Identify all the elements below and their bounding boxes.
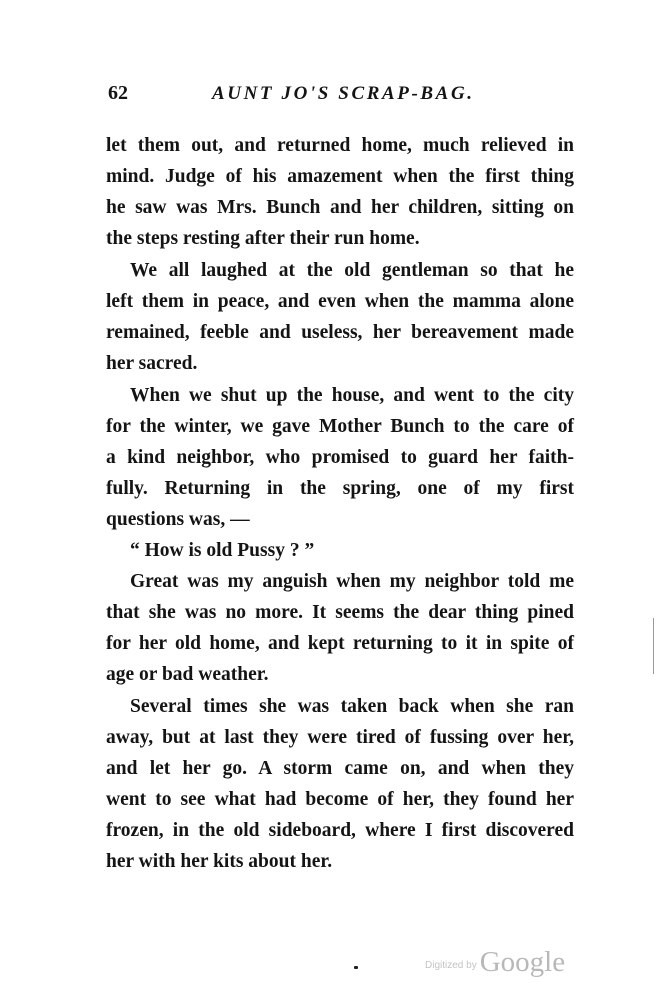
margin-rule: [653, 618, 654, 674]
paragraph-start-line: Great was my anguish when my neighbor told me: [130, 571, 574, 592]
text-line: mind. Judge of his amazement when the first thing: [106, 166, 574, 187]
text-line: frozen, in the old sideboard, where I first discovered: [106, 820, 574, 841]
ink-speck: [354, 966, 358, 969]
paragraph-start-line: We all laughed at the old gentleman so that he: [130, 260, 574, 281]
text-line: for her old home, and kept returning to it in spite of: [106, 633, 574, 654]
paragraph-start-line: When we shut up the house, and went to the city: [130, 385, 574, 406]
body-text: [106, 130, 574, 877]
text-line: her sacred.: [106, 353, 198, 374]
running-title: AUNT JO'S SCRAP-BAG.: [212, 83, 475, 104]
text-line: and let her go. A storm came on, and when they: [106, 758, 574, 779]
text-line: away, but at last they were tired of fussing over her,: [106, 727, 574, 748]
text-line: fully. Returning in the spring, one of my first: [106, 478, 574, 499]
text-line: for the winter, we gave Mother Bunch to the care of: [106, 416, 574, 437]
dialogue-line: “ How is old Pussy ? ”: [130, 540, 315, 561]
paragraph-start-line: Several times she was taken back when she ran: [130, 696, 574, 717]
text-line: he saw was Mrs. Bunch and her children, sitting on: [106, 197, 574, 218]
text-line: remained, feeble and useless, her bereavement made: [106, 322, 574, 343]
watermark-prefix: Digitized by: [425, 960, 477, 971]
text-line: that she was no more. It seems the dear thing pined: [106, 602, 574, 623]
text-line: let them out, and returned home, much relieved in: [106, 135, 574, 156]
page-number: 62: [108, 82, 128, 104]
text-line: left them in peace, and even when the mamma alone: [106, 291, 574, 312]
text-line: went to see what had become of her, they found her: [106, 789, 574, 810]
google-logo: Google: [479, 946, 566, 978]
page-header: [108, 82, 548, 112]
text-line: age or bad weather.: [106, 664, 269, 685]
digitization-watermark: [425, 946, 565, 979]
text-line: a kind neighbor, who promised to guard her faith-: [106, 447, 574, 468]
text-line: her with her kits about her.: [106, 851, 333, 872]
text-line: questions was, —: [106, 509, 250, 530]
text-line: the steps resting after their run home.: [106, 228, 420, 249]
